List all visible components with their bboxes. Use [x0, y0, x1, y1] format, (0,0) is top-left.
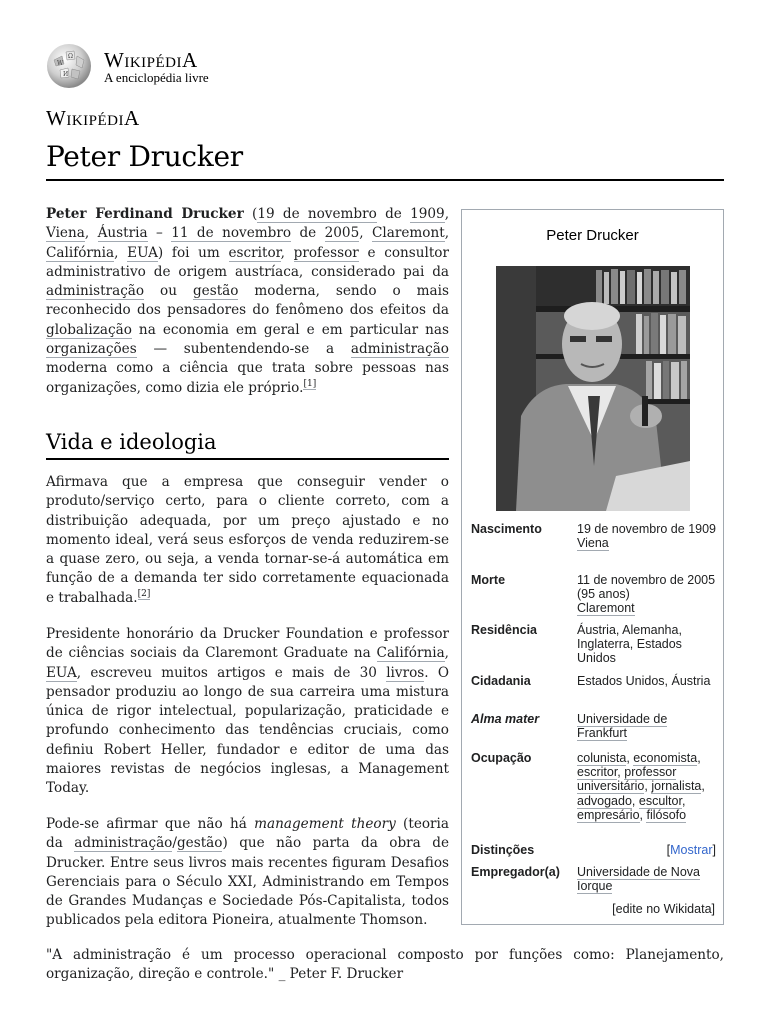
paragraph-4: Pode-se afirmar que não há management theory (teoria da administração/gestão) que não parta da obra de Drucker. Entre seus livros mais recentes figuram Desafios Gerenciais para o Século XXI, Administrando em Tempos de Grandes Mudanças e Sociedade Pós-Capitalista, todos publicados pela editora Pioneira, atualmente Thomson. [46, 816, 450, 929]
link-nyu[interactable]: Universidade de Nova Iorque [577, 865, 700, 894]
wordmark-secondary: WIKIPÉDIA [46, 106, 140, 130]
link-occupation-columnist[interactable]: colunista [577, 751, 627, 765]
portrait-photo[interactable] [496, 266, 690, 511]
infobox-title: Peter Drucker [546, 227, 639, 244]
link-vienna[interactable]: Viena [46, 225, 85, 242]
infobox: Peter Drucker Nascimento 19 de novembro de 1909 Viena Morte 11 de novembro de 2005 (95 anos) Claremont Residência Áustria, Alemanha, Inglaterra, Estados Unidos Cidadania Estados Unidos, Áustria Alma mater Universidade de Frankfurt Ocupação colunista, economista, escritor, professor universitário, jornalista, advogado, escultor, empresário, filósofo Distinções [Mostrar] Empregador(a) Universidade de Nova Iorque [edite no Wikidata] [461, 209, 724, 925]
paragraph-3: Presidente honorário da Drucker Foundation e professor de ciências sociais da Claremont Graduate na Califórnia, EUA, escreveu muitos artigos e mais de 30 livros. O pensador produziu ao longo de sua carreira uma mistura única de rigor intelectual, popularização, praticidade e profundo conhecimento das tendências cruciais, como definiu Robert Heller, fundador e editor de uma das maiores revistas de negócios inglesas, a Management Today. [46, 626, 449, 797]
page-title: Peter Drucker [46, 140, 724, 181]
link-occupation-sculptor[interactable]: escultor [638, 793, 682, 808]
link-books[interactable]: livros [386, 664, 425, 681]
paragraph-2: Afirmava que a empresa que conseguir vender o produto/serviço certo, para o cliente correto, com a distribuição adequada, por um preço ajustado e no momento ideal, verá seus esforços de venda reduzirem-se a quase zero, ou seja, a venda tornar-se-á automática em função de a demanda ter sido corretamente equacionada e trabalhada.[2] [46, 474, 449, 606]
link-claremont[interactable]: Claremont [371, 225, 445, 242]
wikipedia-globe-icon [44, 42, 94, 90]
reference-2[interactable]: [2] [137, 589, 151, 600]
link-california[interactable]: Califórnia [46, 244, 115, 261]
reference-1[interactable]: [1] [303, 379, 317, 390]
link-globalization[interactable]: globalização [46, 321, 132, 338]
link-administration-3[interactable]: administração [74, 835, 173, 852]
link-occupation-businessman[interactable]: empresário [577, 807, 640, 822]
link-management[interactable]: gestão [192, 283, 239, 300]
site-logo[interactable] [44, 42, 344, 90]
link-occupation-writer[interactable]: escritor [577, 765, 618, 780]
svg-text:W: W [57, 60, 64, 67]
link-death-date[interactable]: 11 de novembro [171, 225, 292, 242]
link-occupation-economist[interactable]: economista [633, 751, 698, 765]
link-occupation-journalist[interactable]: jornalista [651, 779, 702, 794]
link-occupation-lawyer[interactable]: advogado [577, 793, 632, 808]
link-organizations[interactable]: organizações [46, 341, 137, 358]
tagline: A enciclopédia livre [104, 70, 209, 85]
quote-paragraph: "A administração é um processo operacional composto por funções como: Planejamento, organização, direção e controle." _ Peter F. Drucker [46, 947, 724, 983]
svg-text:Ω: Ω [68, 53, 73, 60]
section-heading: Vida e ideologia [46, 430, 449, 460]
link-management-2[interactable]: gestão [176, 835, 223, 852]
link-deathplace[interactable]: Claremont [577, 601, 635, 616]
wordmark: WIKIPÉDIA [104, 48, 198, 72]
link-austria[interactable]: Áustria [97, 225, 148, 242]
link-usa[interactable]: EUA [127, 244, 158, 261]
link-usa-2[interactable]: EUA [46, 664, 77, 681]
link-frankfurt[interactable]: Universidade de Frankfurt [577, 712, 668, 741]
link-birthplace[interactable]: Viena [577, 536, 609, 551]
link-occupation-professor[interactable]: professor universitário [577, 765, 677, 794]
link-death-year[interactable]: 2005 [324, 225, 360, 242]
link-professor[interactable]: professor [293, 244, 359, 261]
link-birth-date[interactable]: 19 de novembro [257, 206, 377, 222]
svg-text:И: И [63, 71, 69, 78]
link-california-2[interactable]: Califórnia [376, 645, 445, 662]
link-occupation-philosopher[interactable]: filósofo [646, 807, 687, 822]
edit-wikidata-link[interactable]: [edite no Wikidata] [612, 902, 715, 916]
show-button[interactable]: Mostrar [670, 843, 713, 857]
link-writer[interactable]: escritor [228, 244, 281, 261]
link-administration-2[interactable]: administração [350, 341, 449, 358]
link-birth-year[interactable]: 1909 [410, 206, 445, 222]
intro-paragraph: Peter Ferdinand Drucker (19 de novembro de 1909, Viena, Áustria – 11 de novembro de 2005, Claremont, Califórnia, EUA) foi um escritor, professor e consultor administrativo de origem austríaca, considerado pai da administração ou gestão moderna, sendo o mais reconhecido dos pensadores do fenômeno dos efeitos da globalização na economia em geral e em particular nas organizações — subentendendo-se a administração moderna como a ciência que trata sobre pessoas nas organizações, como dizia ele próprio.[1] [46, 206, 450, 396]
link-administration[interactable]: administração [46, 283, 145, 300]
